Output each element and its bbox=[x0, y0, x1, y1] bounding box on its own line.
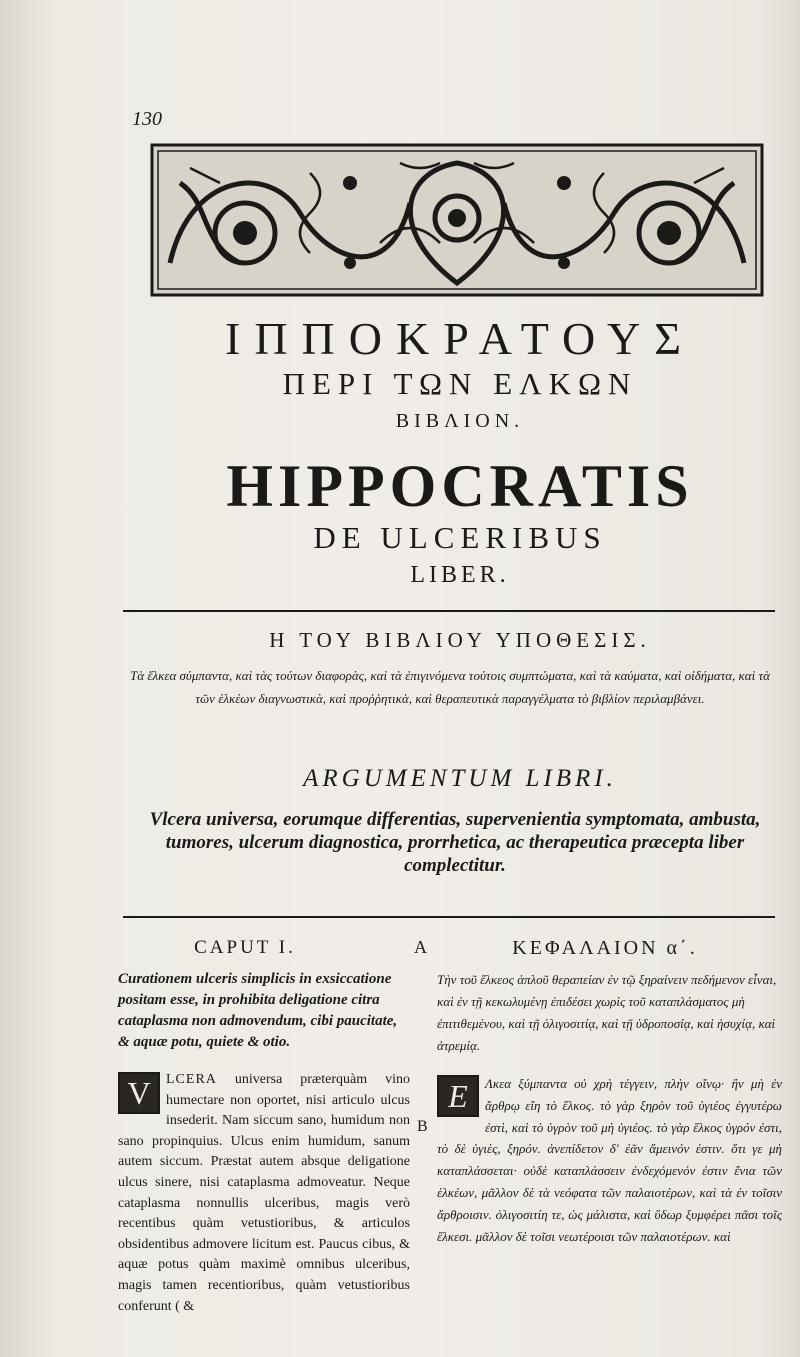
body-latin: universa præterquàm vino humectare non oportet, nisi articulo ulcus insederit. Nam siccum sano, humidum non sano propinquius. Ulcus enim humidum, sanum autem siccum. Præstat autem absque deligatione ulcus sinere, nisi cataplasma admoveatur. Neque cataplasma nonnullis ulceribus, magis verò recentibus quàm vetustioribus, & articulos obsidentibus admovere licitum est. Paucus cibus, & aquæ potus quàm maximè omnibus ulceribus, magis tamen recentioribus, quàm vetustioribus conferunt ( & bbox=[118, 1072, 410, 1314]
chapter-heading-greek: ΚΕΦΑΛΑΙΟΝ α΄. bbox=[512, 937, 698, 959]
greek-argument-text: Τὰ ἕλκεα σύμπαντα, καὶ τὰς τούτων διαφορὰς, καὶ τὰ ἐπιγινόμενα τούτοις συμπτώματα, καὶ τὰ καύματα, καὶ οἰδήματα, καὶ τὰ τῶν ἑλκέων διαγνωστικὰ, καὶ προῤῥητικὰ, καὶ θεραπευτικὰ παραγγέλματα τὸ βιβλίον περιλαμβάνει. bbox=[130, 668, 770, 706]
drop-cap-latin: V bbox=[118, 1072, 160, 1114]
first-word-latin: LCERA bbox=[166, 1072, 217, 1087]
horizontal-rule bbox=[123, 610, 775, 612]
greek-title: ΙΠΠΟΚΡΑΤΟΥΣ bbox=[225, 313, 695, 364]
page-number: 130 bbox=[132, 108, 162, 130]
greek-subtitle: ΠΕΡΙ ΤΩΝ ΕΛΚΩΝ bbox=[282, 366, 638, 401]
latin-subtitle: DE ULCERIBUS bbox=[313, 520, 607, 555]
greek-argument-title: Η ΤΟΥ ΒΙΒΛΙΟΥ ΥΠΟΘΕΣΙΣ. bbox=[269, 628, 651, 652]
drop-cap-greek: Ε bbox=[437, 1075, 479, 1117]
chapter-summary-latin: Curationem ulceris simplicis in exsiccatione positam esse, in prohibita deligatione citra cataplasma non admovendum, cibi paucitate, & aquæ potu, quiete & otio. bbox=[118, 971, 398, 1050]
latin-title: HIPPOCRATIS bbox=[226, 453, 694, 519]
body-text-greek bbox=[437, 1073, 782, 1247]
chapter-heading-latin: CAPUT I. bbox=[194, 937, 296, 958]
body-text-latin bbox=[118, 1070, 410, 1317]
horizontal-rule bbox=[123, 916, 775, 918]
latin-argument-text: Vlcera universa, eorumque differentias, supervenientia symptomata, ambusta, tumores, ulcerum diagnostica, prorrhetica, ac therapeutica præcepta liber complectitur. bbox=[149, 809, 761, 876]
chapter-summary-greek: Τὴν τοῦ ἕλκεος ἁπλοῦ θεραπείαν ἐν τῷ ξηραίνειν πεδήμενον εἶναι, καὶ ἐν τῇ κεκωλυμένῃ ἐπιδέσει χωρὶς τοῦ καταπλάσματος μὴ ἐπιτιθεμένου, καὶ τῇ ὀλιγοσιτίᾳ, καὶ τῇ ὑδροποσίᾳ, καὶ ἡσυχίᾳ, καὶ ἀτρεμίᾳ. bbox=[437, 972, 777, 1053]
latin-argument-title: ARGUMENTUM LIBRI. bbox=[303, 765, 617, 792]
ornamental-headpiece bbox=[150, 143, 764, 297]
body-greek: Λκεα ξύμπαντα οὐ χρὴ τέγγειν, πλὴν οἴνῳ· ἢν μὴ ἐν ἄρθρῳ εἴη τὸ ἕλκος. τὸ γὰρ ξηρὸν τοῦ ὑγιέος ἐγγυτέρω ἐστὶ, καὶ τὸ ὑγρὸν τοῦ μὴ ὑγιέος. τὸ γὰρ ἕλκος ὑγρόν ἐστι, τὸ δὲ ὑγιὲς, ξηρόν. ἀνεπίδετον δ' ἐᾶν ἄμεινόν ἐστιν. ὅτι γε μὴ καταπλάσσεται· οὐδὲ καταπλάσσειν ἐνδεχόμενόν ἐστιν ἔνια τῶν ἑλκέων, μᾶλλον δὲ τὰ νεόφατα τῶν παλαιοτέρων, καὶ τὰ ἐν τοῖσιν ἄρθροισιν. ὀλιγοσιτίη τε, ὡς μάλιστα, καὶ ὕδωρ ξυμφέρει πᾶσι τοῖς ἕλκεσι. μᾶλλον δὲ τοῖσι νεωτέροισι τῶν παλαιοτέρων. καὶ bbox=[437, 1076, 782, 1244]
greek-subtitle-book: ΒΙΒΛΙΟΝ. bbox=[395, 410, 525, 432]
latin-subtitle-book: LIBER. bbox=[410, 562, 510, 588]
margin-marker-b: B bbox=[417, 1118, 428, 1135]
margin-marker-a: A bbox=[414, 937, 427, 957]
